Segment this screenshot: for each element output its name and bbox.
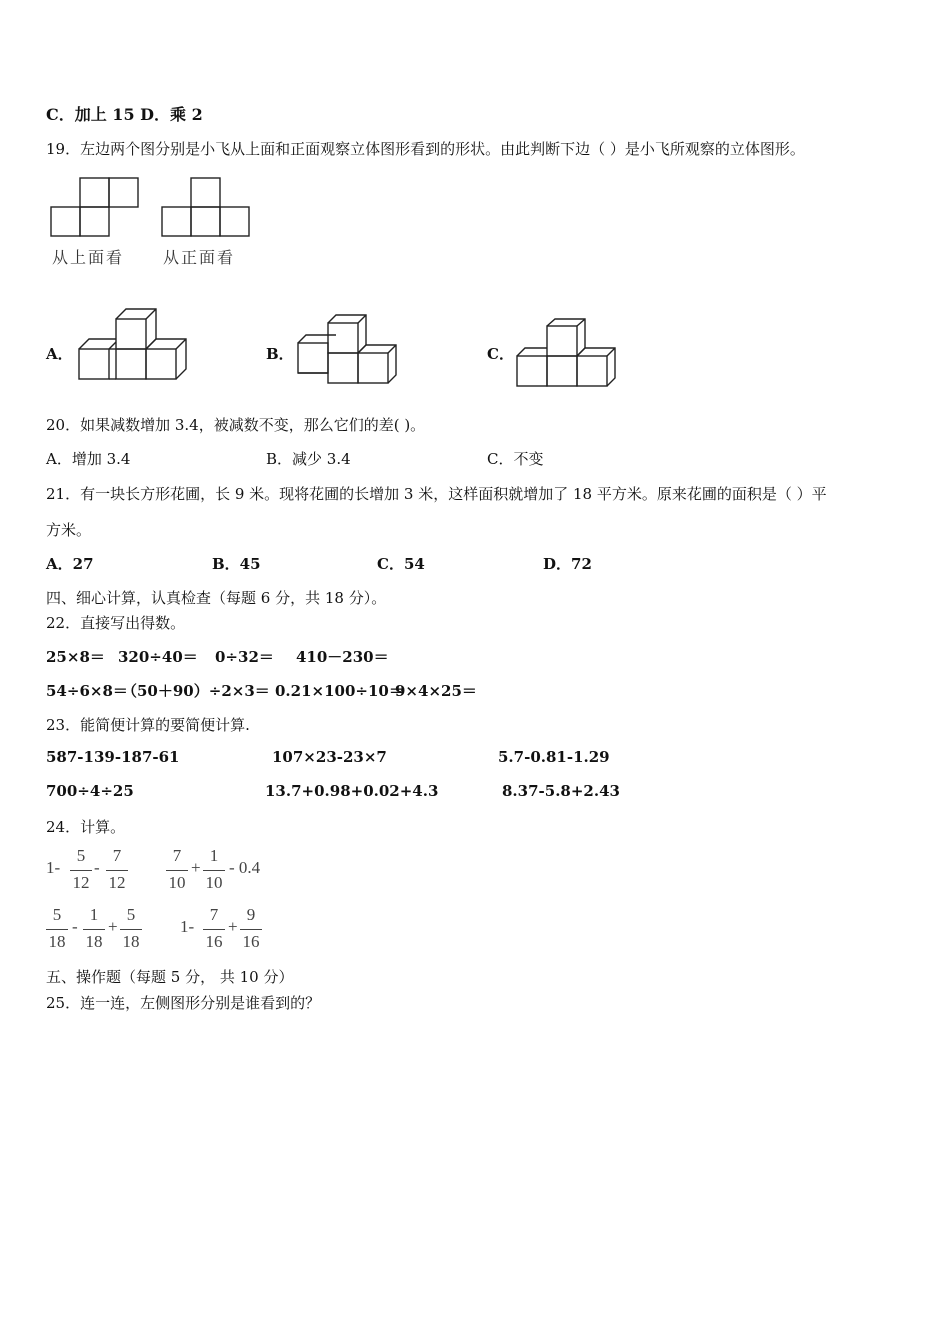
q20-option-b: B．减少 3.4	[266, 450, 351, 468]
q24-expr3-op: -	[72, 917, 78, 936]
q23-expr: 587-139-187-61	[46, 748, 180, 766]
q21-stem-line2: 方米。	[46, 521, 92, 539]
q19-stem: 19．左边两个图分别是小飞从上面和正面观察立体图形看到的形状。由此判断下边（ ）是小飞所观察的立体图形。	[46, 140, 805, 158]
q18-options: C．加上 15 D．乘 2	[46, 105, 203, 124]
q22-expr: （50＋90）÷2×3＝	[122, 682, 270, 700]
q21-option-d: D．72	[543, 555, 592, 573]
q23-expr: 700÷4÷25	[46, 782, 134, 800]
q21-stem-line1: 21．有一块长方形花圃，长 9 米。现将花圃的长增加 3 米，这样面积就增加了 18 平方米。原来花圃的面积是（ ）平	[46, 485, 827, 503]
q25-stem: 25．连一连，左侧图形分别是谁看到的？	[46, 994, 321, 1012]
q23-stem: 23．能简便计算的要简便计算.	[46, 716, 250, 734]
solid-figure-a	[78, 305, 190, 387]
q22-expr: 25×8＝	[46, 648, 105, 666]
q22-expr: 9×4×25＝	[395, 682, 477, 700]
q20-stem: 20．如果减数增加 3.4，被减数不变，那么它们的差( )。	[46, 416, 426, 434]
front-view-figure	[161, 177, 253, 239]
q19-option-c-label: C．	[487, 345, 514, 363]
q23-expr: 13.7+0.98+0.02+4.3	[265, 782, 439, 800]
q20-option-c: C．不变	[487, 450, 544, 468]
q22-expr: 410－230＝	[296, 648, 389, 666]
q24-expr2-op: +	[191, 858, 201, 877]
section-5-heading: 五、操作题（每题 5 分， 共 10 分）	[46, 968, 294, 986]
q24-expr2-tail: - 0.4	[229, 858, 261, 877]
q22-expr: 54÷6×8＝	[46, 682, 128, 700]
solid-figure-c	[516, 318, 618, 388]
q21-option-b: B．45	[212, 555, 261, 573]
q23-expr: 107×23-23×7	[272, 748, 387, 766]
q24-expr4-lead: 1-	[180, 917, 195, 936]
q23-expr: 8.37-5.8+2.43	[502, 782, 620, 800]
front-view-label: 从正面看	[163, 248, 236, 267]
section-4-heading: 四、细心计算，认真检查（每题 6 分，共 18 分）。	[46, 589, 387, 607]
q21-option-c: C．54	[377, 555, 425, 573]
q24-stem: 24．计算。	[46, 818, 126, 836]
q22-expr: 320÷40＝	[118, 648, 198, 666]
top-view-label: 从上面看	[52, 248, 125, 267]
top-view-figure	[50, 177, 142, 239]
q24-expr1-lead: 1-	[46, 858, 61, 877]
q20-option-a: A．增加 3.4	[46, 450, 131, 468]
q21-option-a: A．27	[46, 555, 94, 573]
q24-expr4-op: +	[228, 917, 238, 936]
q22-expr: 0÷32＝	[215, 648, 274, 666]
q24-expr3-op: +	[108, 917, 118, 936]
q24-expr1-op: -	[94, 858, 100, 877]
q23-expr: 5.7-0.81-1.29	[498, 748, 610, 766]
q19-option-a-label: A．	[46, 345, 73, 363]
q22-expr: 0.21×100÷10＝	[275, 682, 404, 700]
solid-figure-b	[297, 313, 397, 387]
q22-stem: 22．直接写出得数。	[46, 614, 186, 632]
q19-option-b-label: B．	[266, 345, 294, 363]
